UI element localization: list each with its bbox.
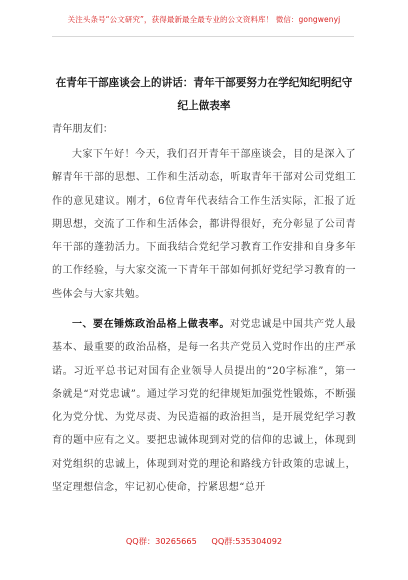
header-divider <box>52 36 354 37</box>
section-heading: 一、要在锤炼政治品格上做表率。 <box>72 319 230 330</box>
section-body: 对党忠诚是中国共产党人最基本、最重要的政治品格，是每一名共产党员入党时作出的庄严承诺。习近平总书记对国有企业领导人员提出的“20字标准”，第一条就是“对党忠诚”。通过学习党的纪律规矩加强党性锻炼，不断强化为党分忧、为党尽责、为民造福的政治担当，是开展党纪学习教育的题中应有之义。要把忠诚体现到对党的信仰的忠诚上，体现到对党组织的忠诚上，体现到对党的理论和路线方针政策的忠诚上，坚定理想信念，牢记初心使命，拧紧思想“总开 <box>52 319 356 494</box>
footer-qq-group-2: QQ群:535304092 <box>211 536 283 546</box>
document-title: 在青年干部座谈会上的讲话：青年干部要努力在学纪知纪明纪守纪上做表率 <box>55 77 353 112</box>
footer-qq-group-1: QQ群：30265665 <box>125 536 197 546</box>
salutation: 青年朋友们： <box>52 124 114 135</box>
paragraph-section-one <box>52 313 356 499</box>
footer-contact <box>0 536 408 547</box>
paragraph-opening: 大家下午好！今天，我们召开青年干部座谈会，目的是深入了解青年干部的思想、工作和生活动态，听取青年干部对公司党组工作的意见建议。刚才，6位青年代表结合工作生活实际，汇报了近期思想，交流了工作和生活体会，都讲得很好，充分彰显了公司青年干部的蓬勃活力。下面我结合党纪学习教育工作安排和自身多年的工作经验，与大家交流一下青年干部如何抓好党纪学习教育的一些体会与大家共勉。 <box>52 149 356 300</box>
header-promo-note: 关注头条号“公文研究”，获得最新最全最专业的公文资料库！ 微信：gongwenyj <box>67 15 341 24</box>
